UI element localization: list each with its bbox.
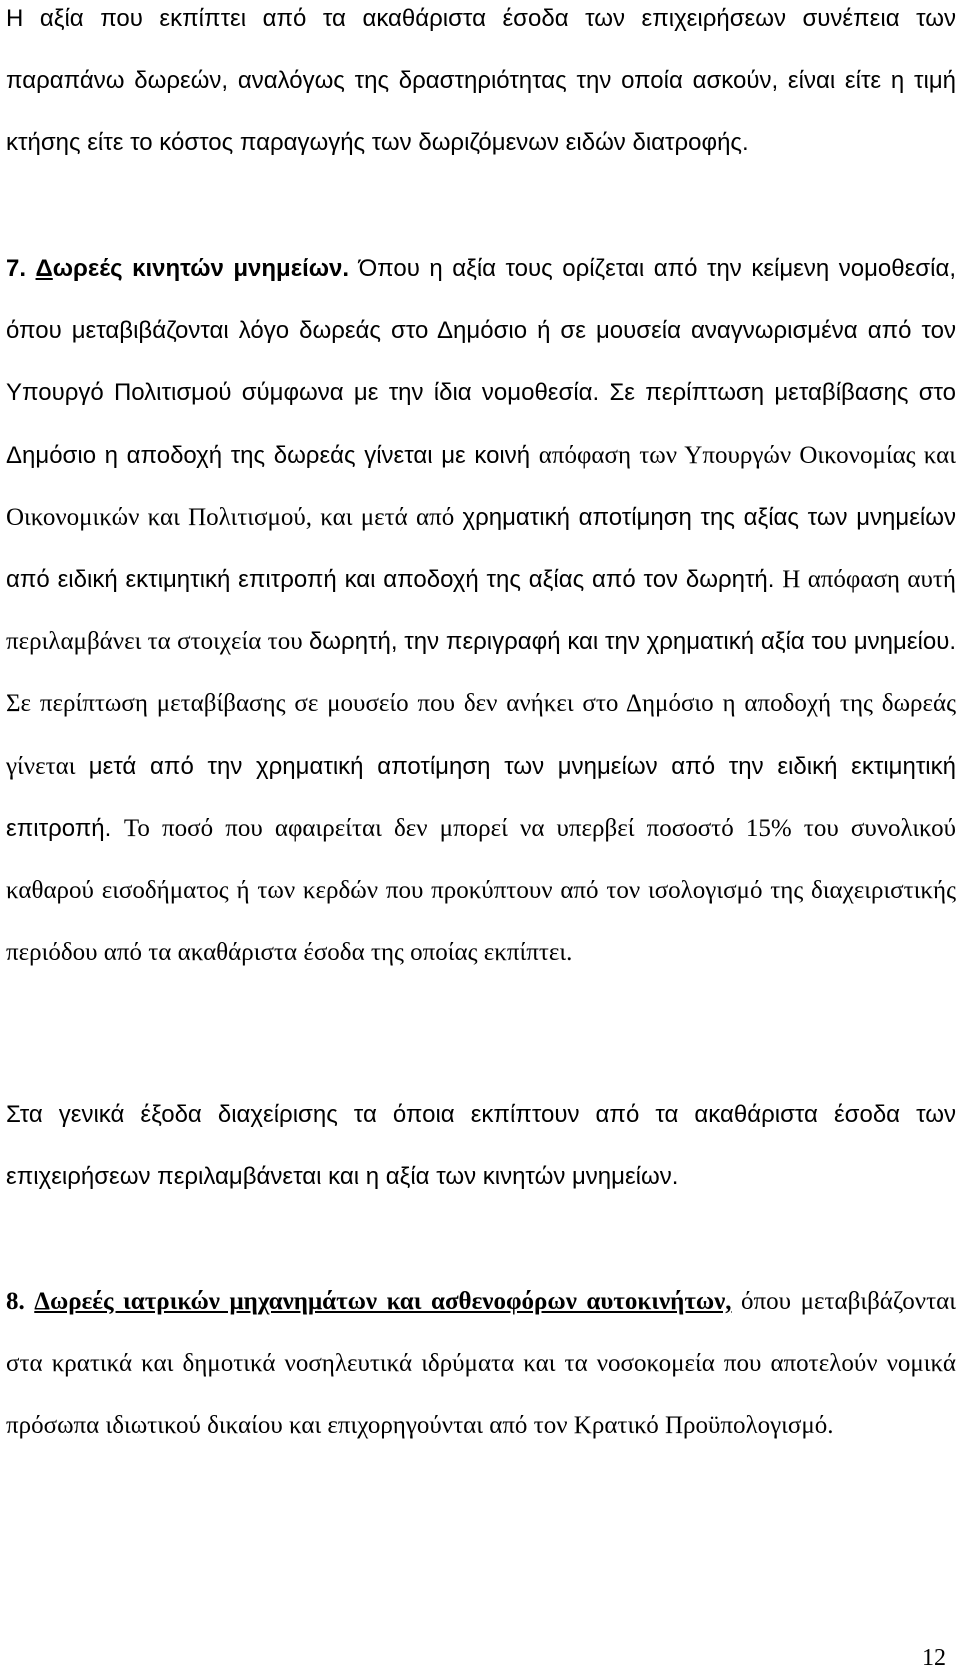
paragraph-text: όπου μεταβιβάζονται στα κρατικά και δημοτικά νοσηλευτικά ιδρύματα και τα νοσοκομεία που αποτελούν νομικά πρόσωπα ιδιωτικού δικαίου και επιχορηγούνται από τον Κρατικό Προϋπολογισμό. — [6, 1288, 956, 1440]
page-number: 12 — [922, 1645, 946, 1671]
paragraph-text: Στα γενικά έξοδα διαχείρισης τα όποια εκπίπτουν από τα ακαθάριστα έσοδα των επιχειρήσεων περιλαμβάνεται και η αξία των κινητών μνημείων. — [6, 1101, 956, 1191]
section-heading-rest: ωρεές κινητών μνημείων. — [52, 255, 350, 282]
paragraph-section-8 — [6, 1271, 956, 1458]
paragraph-text-part: απόφαση των Υπουργών Οικονομίας και Οικονομικών και Πολιτισμού, και μετά από — [6, 441, 956, 531]
paragraph-gross-income-value — [6, 0, 956, 175]
paragraph-general-expenses — [6, 1084, 956, 1208]
section-heading-initial: Δ — [35, 255, 53, 282]
paragraph-text-part: Το ποσό που αφαιρείται δεν μπορεί να υπερβεί ποσοστό 15% του συνολικού καθαρού εισοδήματος ή των κερδών που προκύπτουν από τον ισολογισμό της διαχειριστικής περιόδου από τα ακαθάριστα έσοδα της οποίας εκπίπτει. — [6, 814, 956, 967]
paragraph-text-part: δωρητή, την περιγραφή και την χρηματική αξία του μνημείου. — [308, 628, 957, 656]
paragraph-section-7 — [6, 238, 956, 984]
paragraph-text-part: Όπου η αξία τους ορίζεται από την κείμενη νομοθεσία, όπου μεταβιβάζονται λόγο δωρεάς στο Δημόσιο ή σε μουσεία αναγνωρισμένα από τον Υπουργό Πολιτισμού σύμφωνα με την ίδια νομοθεσία. Σε περίπτωση μεταβίβασης στο Δημόσιο η αποδοχή της δωρεάς γίνεται με κοινή — [6, 255, 956, 469]
section-number: 7. — [6, 255, 27, 282]
paragraph-text-part: μετά από την χρηματική αποτίμηση των μνημείων από την ειδική εκτιμητική επιτροπή. — [6, 752, 956, 842]
paragraph-text-part: χρηματική αποτίμηση της αξίας των μνημείων από ειδική εκτιμητική επιτροπή και αποδοχή της αξίας από τον δωρητή. — [6, 503, 956, 594]
paragraph-text-part: Η απόφαση αυτή περιλαμβάνει τα στοιχεία του — [6, 566, 956, 656]
section-heading: Δωρεές ιατρικών μηχανημάτων και ασθενοφόρων αυτοκινήτων, — [34, 1288, 732, 1315]
section-heading — [36, 255, 350, 282]
section-number: 8. — [6, 1288, 25, 1315]
paragraph-text: Η αξία που εκπίπτει από τα ακαθάριστα έσοδα των επιχειρήσεων συνέπεια των παραπάνω δωρεών, αναλόγως της δραστηριότητας την οποία ασκούν, είναι είτε η τιμή κτήσης είτε το κόστος παραγωγής των δωριζόμενων ειδών διατροφής. — [6, 5, 956, 157]
paragraph-text-part: Σε περίπτωση μεταβίβασης σε μουσείο που δεν ανήκει στο Δημόσιο η αποδοχή της δωρεάς γίνεται — [6, 690, 956, 780]
